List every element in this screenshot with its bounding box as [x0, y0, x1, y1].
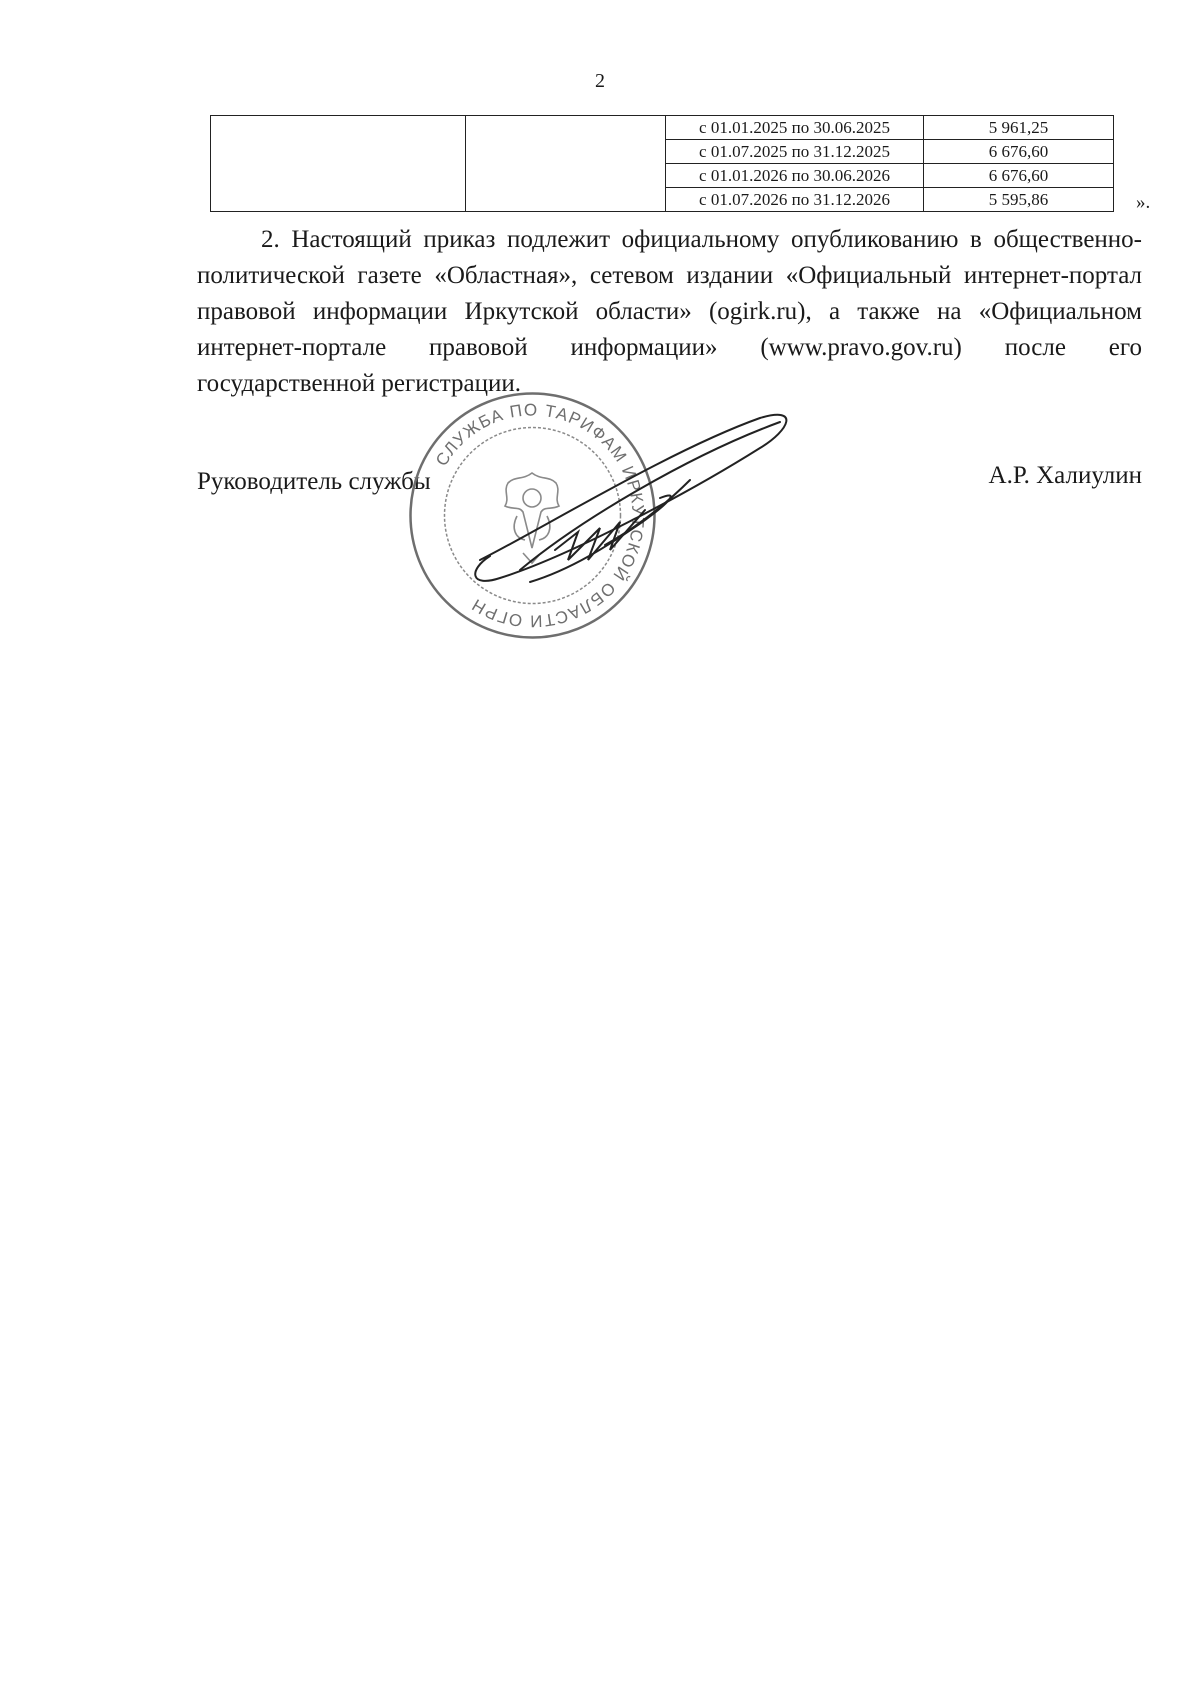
value-cell: 5 961,25: [924, 116, 1114, 140]
closing-quote-mark: ».: [1136, 192, 1151, 213]
paragraph-text: 2. Настоящий приказ подлежит официальному опубликованию в общественно-политической газете «Областная», сетевом издании «Официальный интернет-портал правовой информации Иркутской области» (ogirk.ru), а также на «Официальном интернет-портале правовой информации» (www.pravo.gov.ru) после его государственной регистрации.: [197, 226, 1142, 397]
handwritten-signature: [460, 410, 820, 600]
value-cell: 5 595,86: [924, 188, 1114, 212]
signer-position: Руководитель службы: [197, 468, 431, 495]
period-cell: с 01.01.2025 по 30.06.2025: [666, 116, 924, 140]
page-number: 2: [595, 70, 605, 92]
table-row: [211, 116, 1114, 140]
publication-paragraph: [197, 222, 1142, 402]
empty-cell-1: [211, 116, 466, 212]
value-cell: 6 676,60: [924, 140, 1114, 164]
period-cell: с 01.01.2026 по 30.06.2026: [666, 164, 924, 188]
empty-cell-2: [466, 116, 666, 212]
value-cell: 6 676,60: [924, 164, 1114, 188]
period-cell: с 01.07.2026 по 31.12.2026: [666, 188, 924, 212]
signer-name: А.Р. Халиулин: [988, 462, 1142, 489]
period-cell: с 01.07.2025 по 31.12.2025: [666, 140, 924, 164]
tariff-table: [210, 115, 1114, 212]
stamp-lettering: СЛУЖБА ПО ТАРИФАМ ИРКУТСКОЙ ОБЛАСТИ ОГРН: [432, 400, 648, 631]
